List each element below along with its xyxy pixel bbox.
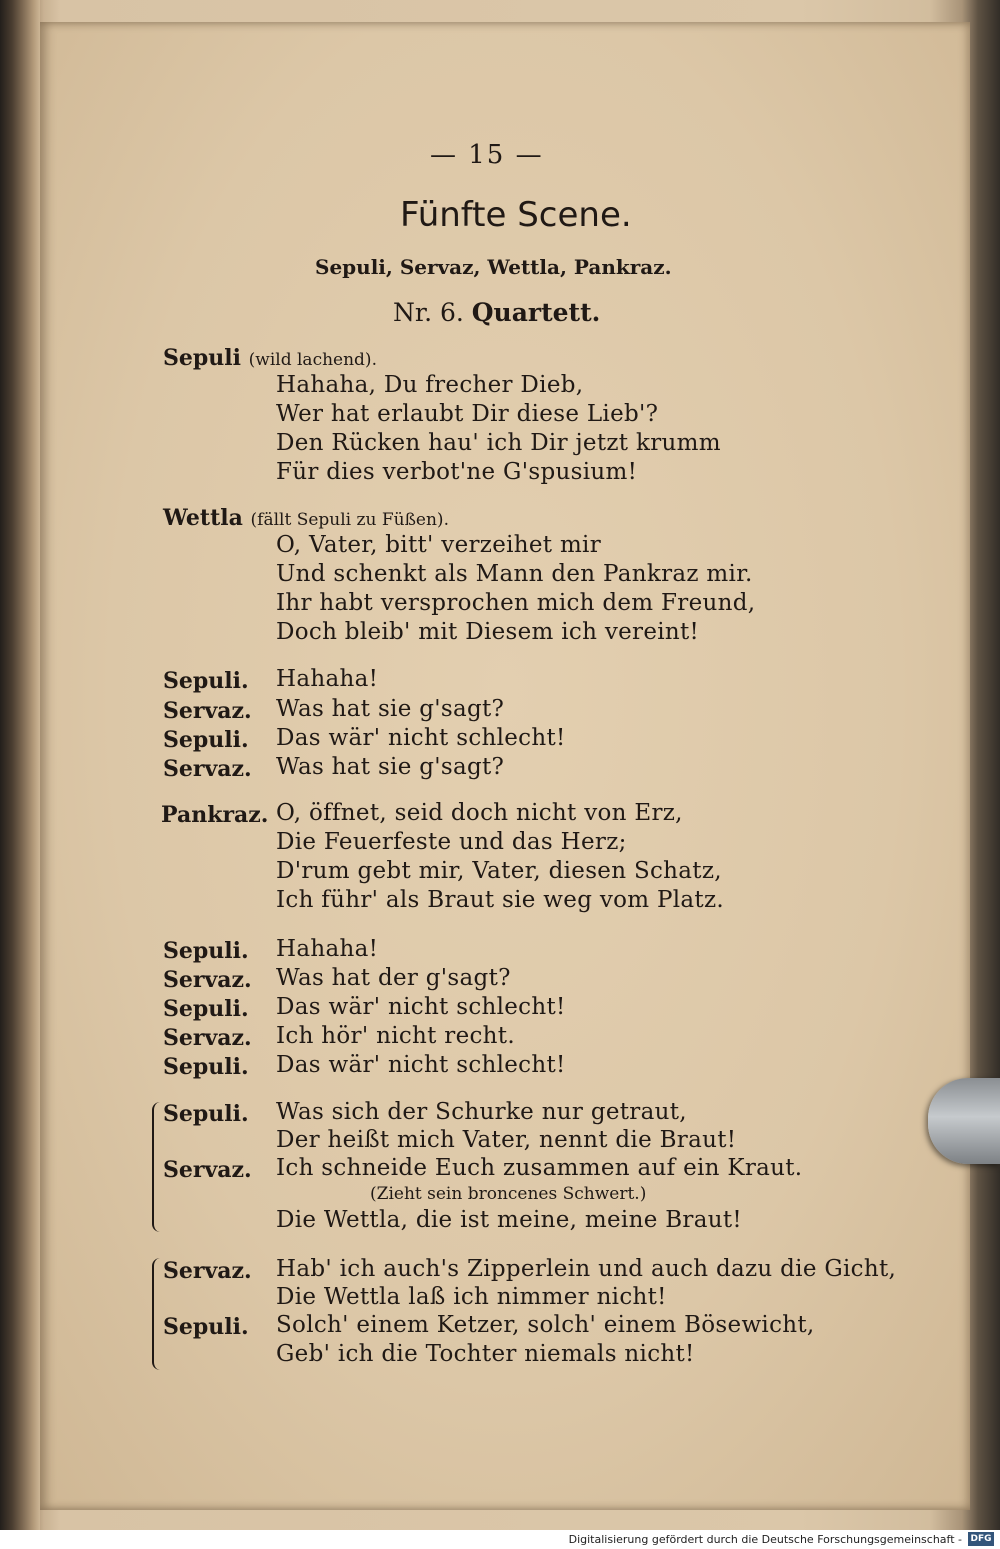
speaker-name: Servaz. (163, 1025, 252, 1051)
verse-line: Ich führ' als Braut sie weg vom Platz. (276, 887, 725, 913)
dialogue-line: Das wär' nicht schlecht! (276, 1052, 566, 1078)
speaker-name: Sepuli. (163, 727, 249, 753)
page-clip (928, 1078, 1000, 1164)
verse-line: Die Wettla laß ich nimmer nicht! (276, 1284, 667, 1310)
verse-line: Geb' ich die Tochter niemals nicht! (276, 1341, 695, 1367)
stage-direction: (fällt Sepuli zu Füßen). (250, 510, 449, 530)
verse-line: Ihr habt versprochen mich dem Freund, (276, 590, 756, 616)
speaker-name: Servaz. (163, 698, 252, 724)
number-label: Nr. 6. (393, 298, 464, 327)
stage-direction: (Zieht sein broncenes Schwert.) (370, 1184, 647, 1204)
verse-line: Und schenkt als Mann den Pankraz mir. (276, 561, 753, 587)
dfg-footer (0, 1530, 1000, 1549)
speaker-name: Sepuli. (163, 668, 249, 694)
speaker-name: Sepuli. (163, 1054, 249, 1080)
verse-line: Hab' ich auch's Zipperlein und auch dazu die Gicht, (276, 1256, 897, 1282)
verse-line: Hahaha, Du frecher Dieb, (276, 372, 584, 398)
verse-line: Für dies verbot'ne G'spusium! (276, 459, 638, 485)
number-title: Quartett. (471, 298, 601, 327)
speaker-name: Sepuli. (163, 996, 249, 1022)
verse-line: O, öffnet, seid doch nicht von Erz, (276, 800, 683, 826)
verse-line: Ich schneide Euch zusammen auf ein Kraut. (276, 1155, 803, 1181)
dialogue-line: Das wär' nicht schlecht! (276, 994, 566, 1020)
verse-line: Die Wettla, die ist meine, meine Braut! (276, 1207, 742, 1233)
speaker-pankraz: Pankraz. (161, 802, 269, 828)
dialogue-line: Was hat sie g'sagt? (276, 754, 505, 780)
speaker-name: Wettla (163, 505, 243, 531)
dialogue-line: Was hat sie g'sagt? (276, 696, 505, 722)
stage-direction: (wild lachend). (248, 350, 377, 370)
scene-title: Fünfte Scene. (400, 195, 632, 235)
speaker-name: Servaz. (163, 1258, 252, 1284)
funding-credit: Digitalisierung gefördert durch die Deutsche Forschungsgemeinschaft - (568, 1533, 962, 1546)
dialogue-line: Hahaha! (276, 666, 379, 692)
book-spine (0, 0, 40, 1530)
musical-number (393, 298, 600, 327)
verse-line: Wer hat erlaubt Dir diese Lieb'? (276, 401, 659, 427)
verse-line: O, Vater, bitt' verzeihet mir (276, 532, 602, 558)
speaker-name: Sepuli. (163, 938, 249, 964)
verse-line: Solch' einem Ketzer, solch' einem Bösewicht, (276, 1312, 815, 1338)
verse-line: Doch bleib' mit Diesem ich vereint! (276, 619, 700, 645)
page-number: — 15 — (430, 140, 544, 170)
verse-line: Der heißt mich Vater, nennt die Braut! (276, 1127, 737, 1153)
cast-list: Sepuli, Servaz, Wettla, Pankraz. (315, 255, 672, 279)
dfg-logo-icon: DFG (968, 1532, 994, 1546)
speaker-sepuli (163, 345, 377, 371)
speaker-name: Sepuli (163, 345, 241, 371)
dialogue-line: Was hat der g'sagt? (276, 965, 511, 991)
dialogue-line: Ich hör' nicht recht. (276, 1023, 515, 1049)
verse-line: Die Feuerfeste und das Herz; (276, 829, 627, 855)
speaker-name: Servaz. (163, 967, 252, 993)
speaker-name: Sepuli. (163, 1101, 249, 1127)
speaker-name: Sepuli. (163, 1314, 249, 1340)
speaker-wettla (163, 505, 449, 531)
verse-line: D'rum gebt mir, Vater, diesen Schatz, (276, 858, 722, 884)
dialogue-line: Hahaha! (276, 936, 379, 962)
dialogue-line: Das wär' nicht schlecht! (276, 725, 566, 751)
verse-line: Was sich der Schurke nur getraut, (276, 1099, 687, 1125)
speaker-name: Servaz. (163, 756, 252, 782)
verse-line: Den Rücken hau' ich Dir jetzt krumm (276, 430, 721, 456)
speaker-name: Servaz. (163, 1157, 252, 1183)
